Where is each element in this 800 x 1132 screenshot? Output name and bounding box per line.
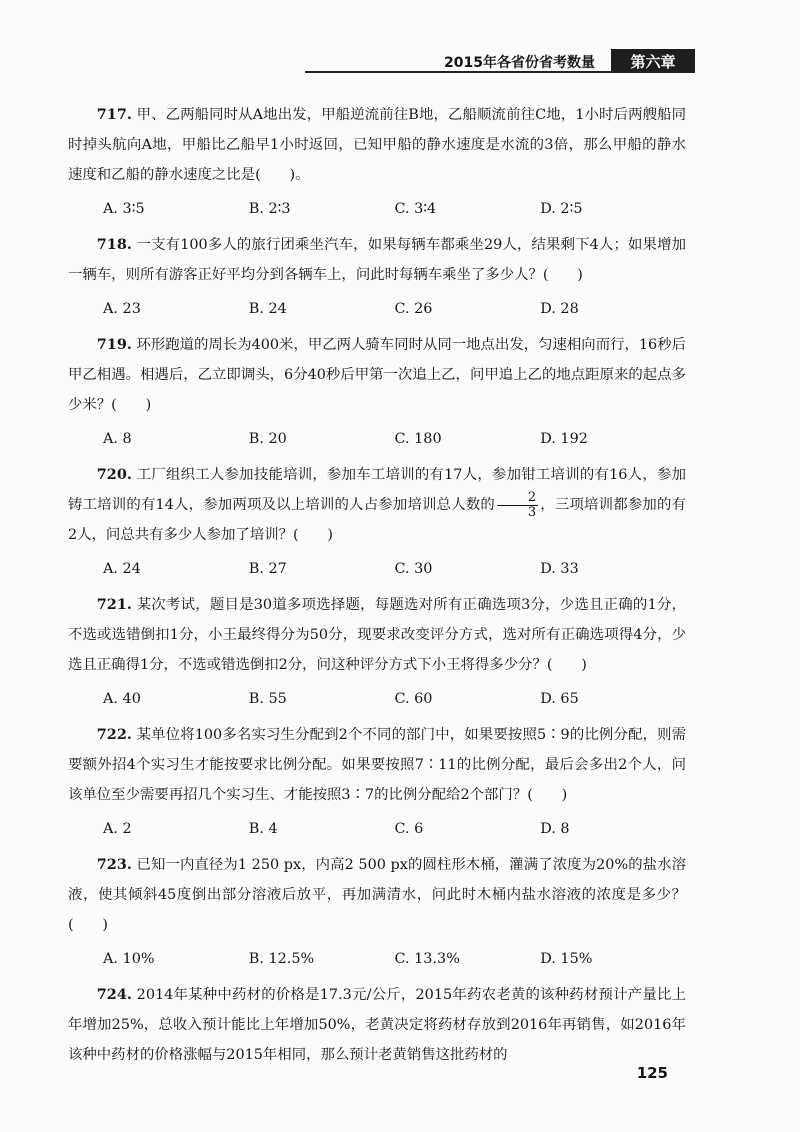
option-c: C. 26	[394, 301, 433, 317]
option-d: D. 65	[540, 691, 579, 707]
question-text: 环形跑道的周长为400米，甲乙两人骑车同时从同一地点出发，匀速相向而行，16秒后甲乙相遇。相遇后，乙立即调头，6分40秒后甲第一次追上乙，问甲追上乙的地点距原来的起点多少米？( )	[68, 337, 686, 413]
question-722	[68, 720, 686, 844]
option-b: B. 2∶3	[248, 201, 291, 217]
question-text: 某单位将100多名实习生分配到2个不同的部门中，如果要按照5∶9的比例分配，则需要额外招4个实习生才能按要求比例分配。如果要按照7∶11的比例分配，最后会多出2个人，问该单位至少需要再招几个实习生、才能按照3∶7的比例分配给2个部门？( )	[68, 727, 687, 803]
question-number: 720.	[96, 466, 132, 483]
fraction	[497, 491, 538, 520]
option-c: C. 60	[394, 691, 433, 707]
option-d: D. 28	[540, 301, 579, 317]
option-d: D. 2∶5	[540, 201, 583, 217]
question-number: 722.	[96, 726, 132, 743]
running-header	[305, 49, 695, 73]
question-text: 2014年某种中药材的价格是17.3元/公斤，2015年药农老黄的该种药材预计产量比上年增加25%，总收入预计能比上年增加50%，老黄决定将药材存放到2016年再销售，如2016年该种中药材的价格涨幅与2015年相同，那么预计老黄销售这批药材的	[68, 987, 687, 1063]
answer-options	[68, 684, 686, 714]
option-a: A. 3∶5	[103, 201, 145, 217]
option-b: B. 24	[248, 301, 287, 317]
option-a: A. 2	[103, 821, 132, 837]
question-number: 724.	[96, 986, 132, 1003]
option-a: A. 8	[103, 431, 132, 447]
question-number: 721.	[96, 596, 132, 613]
option-b: B. 4	[248, 821, 278, 837]
option-c: C. 180	[394, 431, 442, 447]
question-724	[68, 980, 686, 1070]
question-723	[68, 850, 686, 974]
option-b: B. 12.5%	[248, 951, 315, 967]
header-title: 2015年各省份省考数量	[444, 55, 595, 71]
option-c: C. 3∶4	[394, 201, 437, 217]
option-c: C. 6	[394, 821, 424, 837]
option-c: C. 30	[394, 561, 433, 577]
question-number: 717.	[96, 106, 132, 123]
option-d: D. 8	[540, 821, 570, 837]
question-text: 甲、乙两船同时从A地出发，甲船逆流前往B地，乙船顺流前往C地，1小时后两艘船同时掉头航向A地，甲船比乙船早1小时返回，已知甲船的静水速度是水流的3倍，那么甲船的静水速度和乙船的静水速度之比是( )。	[68, 107, 686, 183]
question-list	[68, 100, 686, 1070]
option-d: D. 15%	[540, 951, 593, 967]
question-720	[68, 460, 686, 584]
option-a: A. 23	[103, 301, 141, 317]
question-text: 某次考试，题目是30道多项选择题，每题选对所有正确选项3分，少选且正确的1分，不选或选错倒扣1分，小王最终得分为50分，现要求改变评分方式，选对所有正确选项得4分，少选且正确得1分，不选或错选倒扣2分，问这种评分方式下小王将得多少分？( )	[68, 597, 686, 673]
question-text-after: ，三项培训都参加的有2人，问总共有多少人参加了培训？( )	[68, 497, 686, 543]
page-number: 125	[636, 1064, 668, 1082]
answer-options	[68, 194, 686, 224]
question-718	[68, 230, 686, 324]
question-717	[68, 100, 686, 224]
option-a: A. 10%	[103, 951, 155, 967]
option-a: A. 40	[103, 691, 141, 707]
question-number: 723.	[96, 856, 132, 873]
option-b: B. 55	[248, 691, 287, 707]
header-rule	[305, 71, 695, 73]
answer-options	[68, 424, 686, 454]
option-d: D. 33	[540, 561, 579, 577]
question-number: 719.	[96, 336, 132, 353]
option-c: C. 13.3%	[394, 951, 460, 967]
question-text: 一支有100多人的旅行团乘坐汽车，如果每辆车都乘坐29人，结果剩下4人；如果增加一辆车，则所有游客正好平均分到各辆车上，问此时每辆车乘坐了多少人？( )	[68, 237, 687, 283]
fraction-denominator: 3	[527, 504, 537, 520]
option-b: B. 20	[248, 431, 287, 447]
answer-options	[68, 814, 686, 844]
answer-options	[68, 294, 686, 324]
question-719	[68, 330, 686, 454]
question-text-before: 工厂组织工人参加技能培训，参加车工培训的有17人，参加钳工培训的有16人，参加铸工培训的有14人，参加两项及以上培训的人占参加培训总人数的	[68, 467, 686, 513]
fraction-numerator: 2	[497, 491, 538, 506]
question-721	[68, 590, 686, 714]
question-number: 718.	[96, 236, 132, 253]
option-b: B. 27	[248, 561, 287, 577]
option-d: D. 192	[540, 431, 588, 447]
option-a: A. 24	[103, 561, 141, 577]
chapter-tab: 第六章	[611, 49, 695, 73]
question-text: 已知一内直径为1 250 px，内高2 500 px的圆柱形木桶，灌满了浓度为20%的盐水溶液，使其倾斜45度倒出部分溶液后放平，再加满清水，问此时木桶内盐水溶液的浓度是多少？( )	[68, 857, 687, 933]
answer-options	[68, 944, 686, 974]
answer-options	[68, 554, 686, 584]
